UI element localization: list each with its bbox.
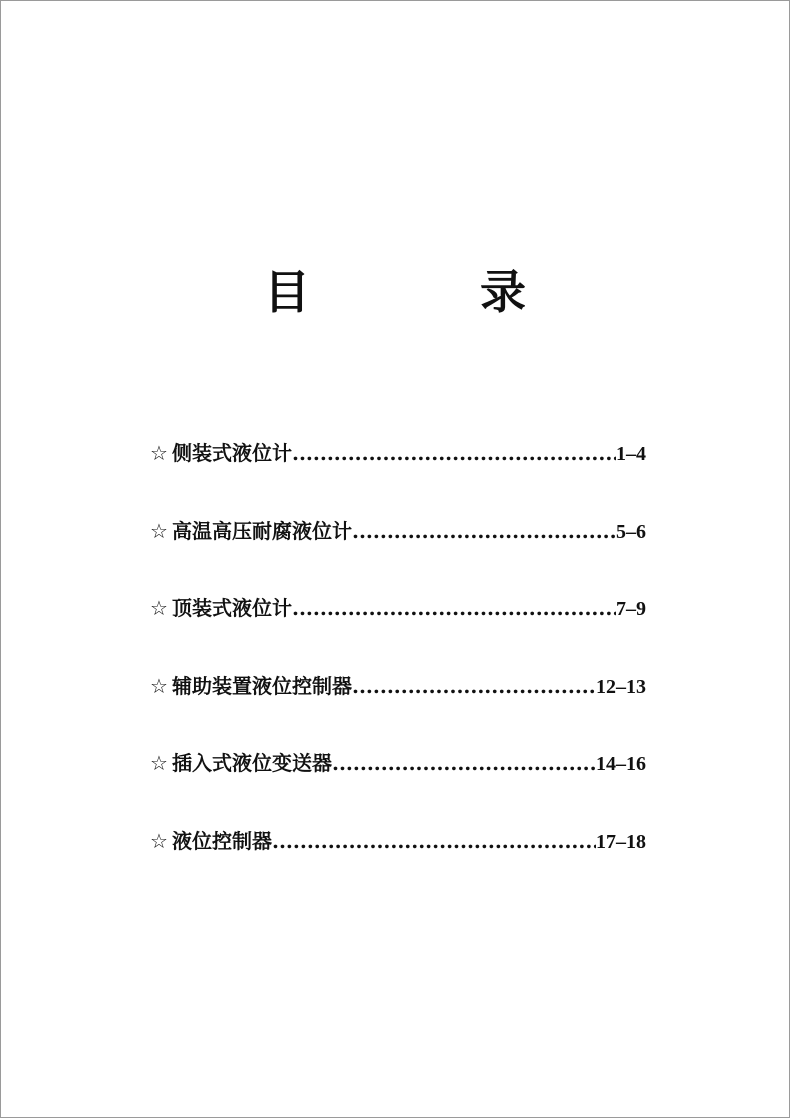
star-icon: ☆ [150,673,168,698]
toc-entry-label: 顶装式液位计 [172,596,292,620]
dot-leader [272,824,596,858]
toc-entry-pages: 1–4 [616,443,646,465]
toc-entry-pages: 5–6 [616,520,646,543]
toc-entry-level-controller[interactable] [150,824,646,902]
dot-leader [352,514,616,548]
toc-entry-high-temp-pressure-level-gauge[interactable] [150,514,646,592]
toc-entry-insertion-level-transmitter[interactable] [150,746,646,824]
toc-entry-side-mounted-level-gauge[interactable] [150,436,646,514]
dot-leader [332,746,596,780]
star-icon: ☆ [150,441,168,465]
toc-entry-pages: 17–18 [596,830,646,853]
star-icon: ☆ [150,596,168,620]
toc-entry-pages: 7–9 [616,598,646,620]
star-icon: ☆ [150,828,168,853]
toc-entry-pages: 12–13 [596,675,646,698]
toc-entry-label: 插入式液位变送器 [172,751,332,775]
table-of-contents [150,436,646,901]
star-icon: ☆ [150,518,168,543]
toc-entry-label: 侧装式液位计 [172,441,292,465]
dot-leader [292,436,616,470]
toc-entry-label: 液位控制器 [172,828,272,853]
toc-entry-auxiliary-level-controller[interactable] [150,669,646,747]
dot-leader [352,669,596,703]
toc-entry-top-mounted-level-gauge[interactable] [150,591,646,669]
dot-leader [292,591,616,625]
toc-entry-pages: 14–16 [596,753,646,775]
page-title: 目 录 [264,265,588,319]
star-icon: ☆ [150,751,168,775]
toc-entry-label: 辅助装置液位控制器 [172,673,352,698]
toc-entry-label: 高温高压耐腐液位计 [172,518,352,543]
